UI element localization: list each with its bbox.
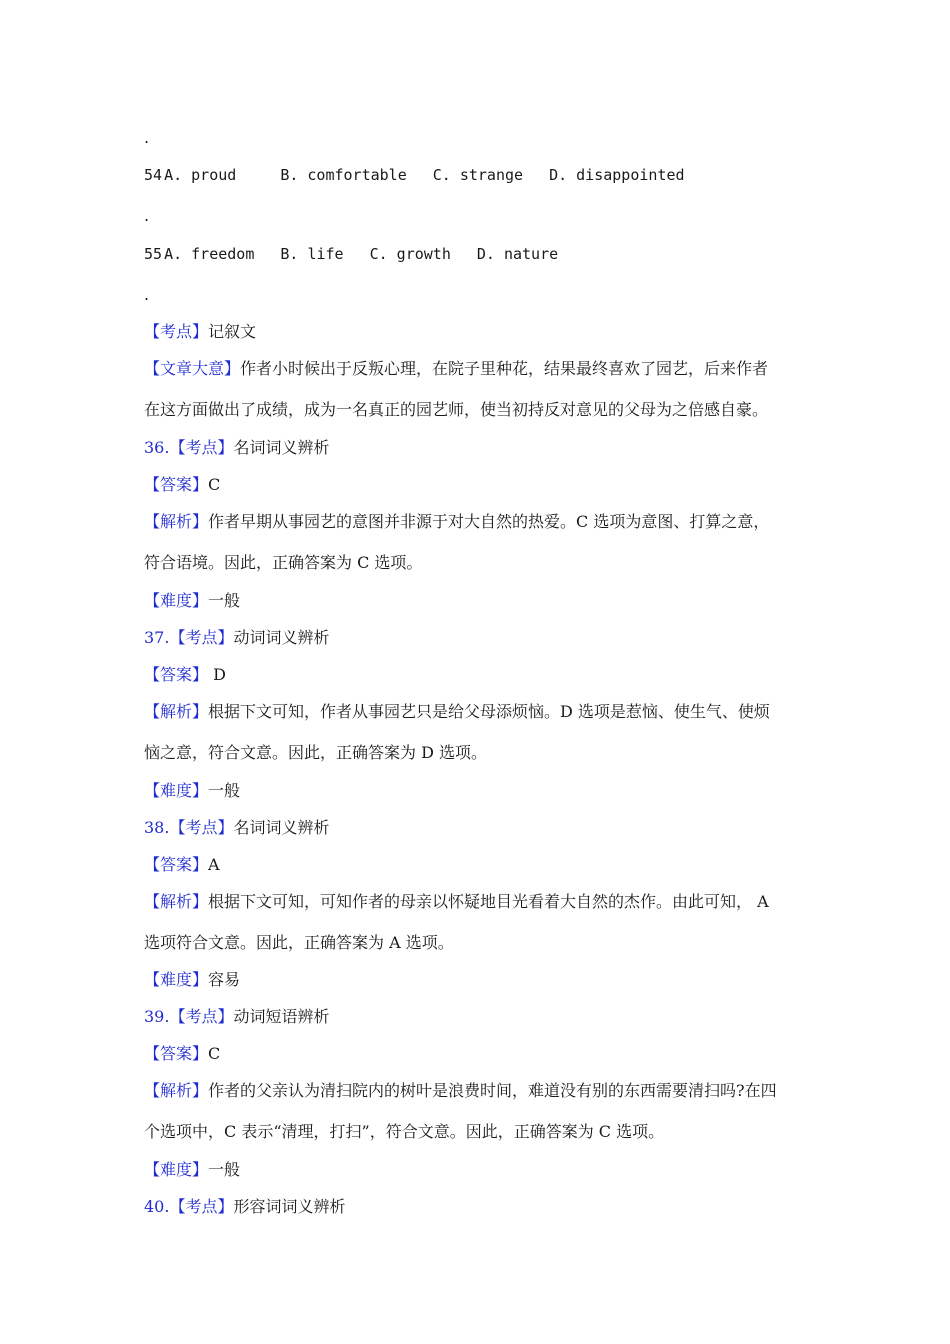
question-55 [144,244,558,264]
section-text: 记叙文 [208,322,257,341]
dot-separator: . [144,206,150,225]
dot-separator: . [144,128,150,147]
section-text: 选项符合文意。因此，正确答案为 A 选项。 [144,933,454,952]
section-label: 【考点】 [144,322,209,341]
option-d: D. disappointed [549,166,685,184]
analysis-line [144,781,240,801]
question-number: 54 [144,166,163,184]
section-text: 根据下文可知，作者从事园艺只是给父母添烦恼。D 选项是惹恼、使生气、使烦 [208,702,770,721]
analysis-line [144,438,329,458]
section-text: A [208,855,220,874]
analysis-line [144,892,769,912]
analysis-line [144,665,226,685]
option-a: A. proud [164,166,237,184]
analysis-line [144,359,768,379]
section-text: 一般 [208,591,241,610]
section-label: 【解析】 [144,1081,209,1100]
section-text: 动词短语辨析 [233,1007,330,1026]
section-text: 动词词义辨析 [233,628,330,647]
analysis-line [144,1081,777,1101]
section-text: 形容词词义辨析 [233,1197,346,1216]
section-text: C [208,1044,221,1063]
section-label: 39.【考点】 [144,1007,234,1026]
option-c: C. strange [432,166,524,184]
analysis-line [144,322,256,342]
question-number: 55 [144,245,163,263]
analysis-line [144,855,220,875]
section-label: 【难度】 [144,970,209,989]
section-text: 一般 [208,1160,241,1179]
section-text: 名词词义辨析 [233,818,330,837]
section-label: 【解析】 [144,702,209,721]
section-text: 在这方面做出了成绩，成为一名真正的园艺师，使当初持反对意见的父母为之倍感自豪。 [144,400,769,419]
analysis-line [144,1160,240,1180]
section-text: 恼之意，符合文意。因此，正确答案为 D 选项。 [144,743,488,762]
section-label: 【答案】 [144,1044,209,1063]
section-label: 【答案】 [144,665,209,684]
section-text: 作者小时候出于反叛心理，在院子里种花，结果最终喜欢了园艺，后来作者 [240,359,769,378]
section-label: 37.【考点】 [144,628,234,647]
section-label: 【文章大意】 [144,359,241,378]
option-b: B. comfortable [280,166,407,184]
analysis-line [144,933,454,953]
analysis-line [144,628,329,648]
section-text: 容易 [208,970,241,989]
question-54 [144,165,685,185]
analysis-line [144,970,240,990]
section-label: 【难度】 [144,591,209,610]
option-b: B. life [280,245,344,263]
section-label: 【解析】 [144,892,209,911]
option-c: C. growth [369,245,451,263]
analysis-line [144,702,770,722]
analysis-line [144,553,422,573]
section-text: C [208,475,221,494]
section-text: D [208,665,226,684]
option-a: A. freedom [164,245,255,263]
section-label: 【难度】 [144,1160,209,1179]
section-label: 36.【考点】 [144,438,234,457]
section-label: 【答案】 [144,855,209,874]
section-label: 38.【考点】 [144,818,234,837]
analysis-line [144,1007,329,1027]
analysis-line [144,818,329,838]
section-text: 符合语境。因此，正确答案为 C 选项。 [144,553,423,572]
section-label: 【答案】 [144,475,209,494]
analysis-line [144,1197,345,1217]
section-text: 个选项中，C 表示“清理，打扫”，符合文意。因此，正确答案为 C 选项。 [144,1122,665,1141]
analysis-line [144,512,769,532]
section-label: 40.【考点】 [144,1197,234,1216]
section-text: 根据下文可知，可知作者的母亲以怀疑地目光看着大自然的杰作。由此可知， A [208,892,769,911]
analysis-line [144,1122,664,1142]
section-label: 【解析】 [144,512,209,531]
analysis-line [144,743,487,763]
analysis-line [144,591,240,611]
section-label: 【难度】 [144,781,209,800]
analysis-line [144,1044,220,1064]
option-d: D. nature [476,245,559,263]
analysis-line [144,400,768,420]
section-text: 作者的父亲认为清扫院内的树叶是浪费时间，难道没有别的东西需要清扫吗?在四 [208,1081,777,1100]
section-text: 一般 [208,781,241,800]
section-text: 作者早期从事园艺的意图并非源于对大自然的热爱。C 选项为意图、打算之意， [208,512,770,531]
section-text: 名词词义辨析 [233,438,330,457]
dot-separator: . [144,285,150,304]
analysis-line [144,475,220,495]
